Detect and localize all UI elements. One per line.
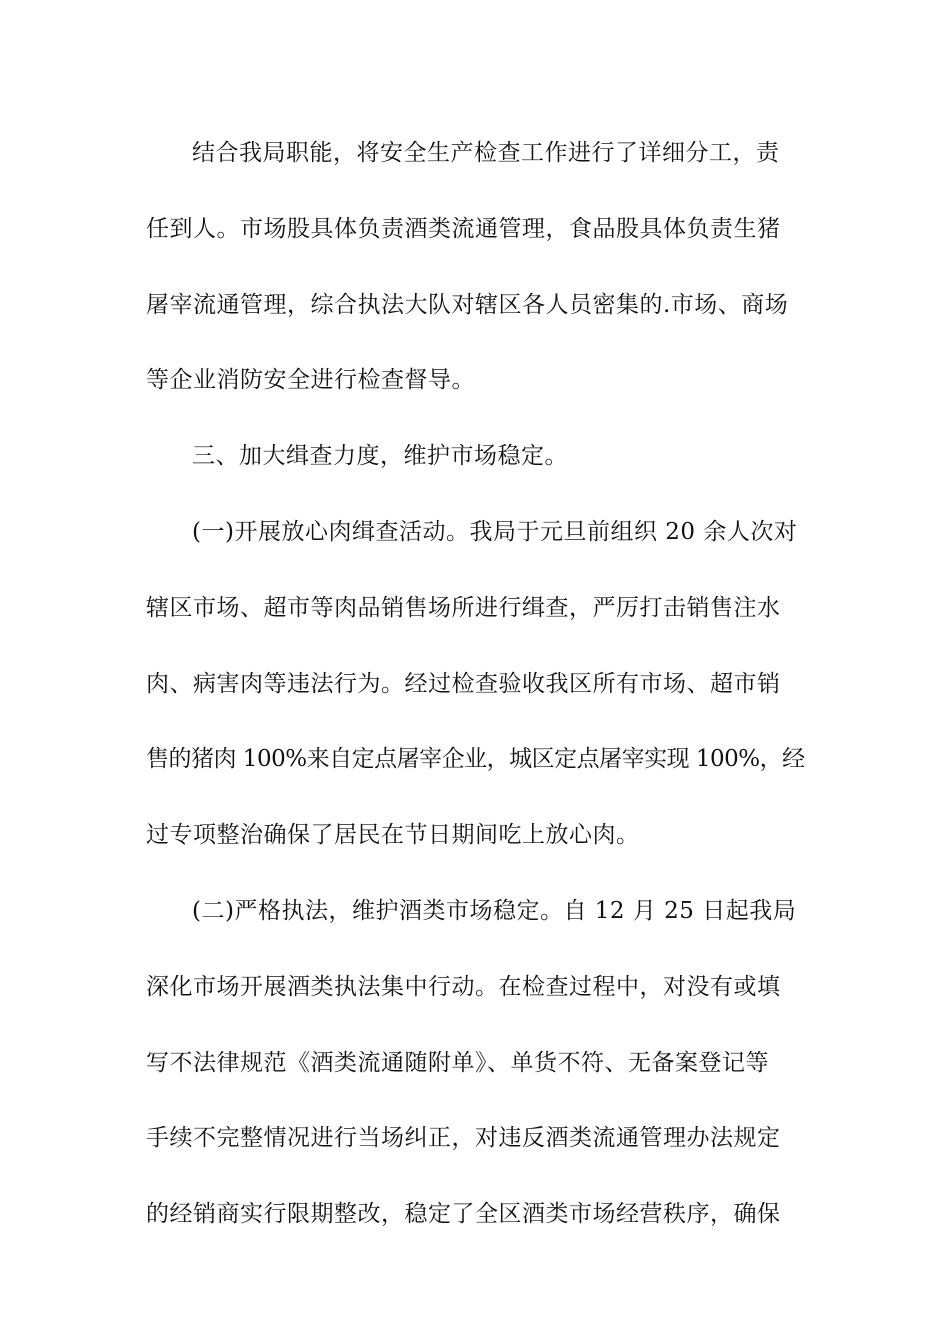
text-line: 手续不完整情况进行当场纠正，对违反酒类流通管理办法规定 [146, 1125, 781, 1152]
text-line: (一)开展放心肉缉查活动。我局于元旦前组织 20 余人次对 [192, 518, 798, 545]
text-line: 结合我局职能，将安全生产检查工作进行了详细分工，责 [192, 140, 780, 166]
text-line: 等企业消防安全进行检查督导。 [146, 367, 475, 394]
document-body [146, 126, 808, 1263]
text-line: 肉、病害肉等违法行为。经过检查验收我区所有市场、超市销 [146, 670, 781, 697]
text-line: 深化市场开展酒类执法集中行动。在检查过程中，对没有或填 [146, 973, 781, 1000]
text-line: 售的猪肉 100%来自定点屠宰企业，城区定点屠宰实现 100%，经 [146, 746, 805, 773]
text-line: 屠宰流通管理，综合执法大队对辖区各人员密集的.市场、商场 [146, 291, 789, 318]
text-line: 过专项整治确保了居民在节日期间吃上放心肉。 [146, 822, 640, 849]
section-heading: 三、加大缉查力度，维护市场稳定。 [192, 443, 568, 470]
text-line: 辖区市场、超市等肉品销售场所进行缉查，严厉打击销售注水 [146, 594, 781, 621]
text-line: (二)严格执法，维护酒类市场稳定。自 12 月 25 日起我局 [192, 897, 797, 924]
text-line: 的经销商实行限期整改，稳定了全区酒类市场经营秩序，确保 [146, 1201, 781, 1228]
text-line: 任到人。市场股具体负责酒类流通管理，食品股具体负责生猪 [146, 215, 781, 242]
text-line: 写不法律规范《酒类流通随附单》、单货不符、无备案登记等 [146, 1049, 769, 1076]
